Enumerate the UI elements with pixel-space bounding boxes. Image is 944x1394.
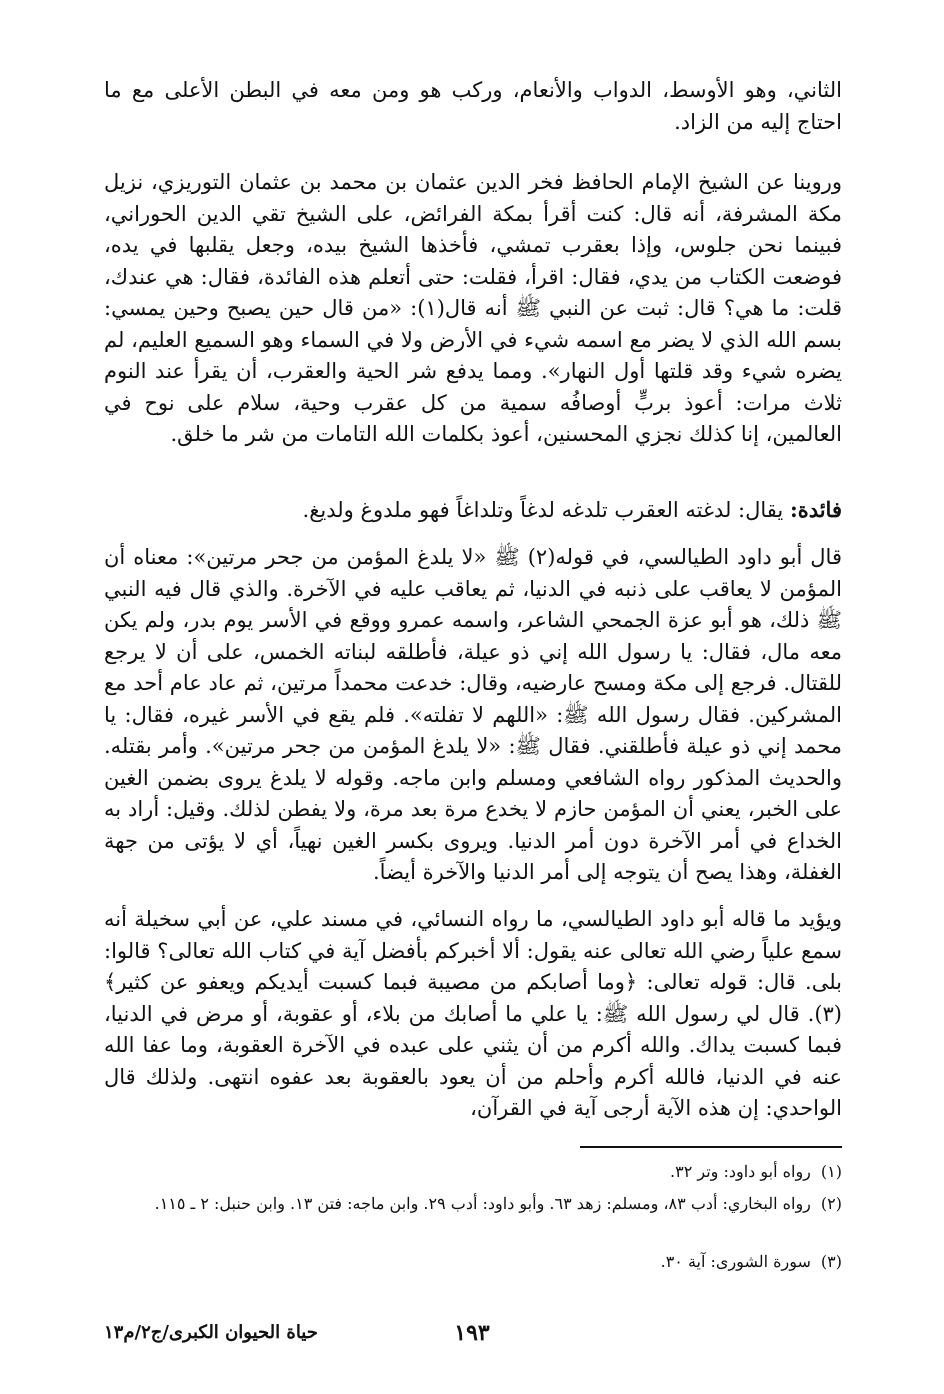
paragraph-5-text: ويؤيد ما قاله أبو داود الطيالسي، ما رواه النسائي، في مسند علي، عن أبي سخيلة أنه سمع علياً رضي الله تعالى عنه يقول: ألا أخبركم بأفضل آية في كتاب الله تعالى؟ قالوا: بلى. قال: قوله تعالى: ﴿وما أصابكم من مصيبة فبما كسبت أيديكم ويعفو عن كثير﴾(٣). قال لي رسول الله ﷺ: يا علي ما أصابك من بلاء، أو عقوبة، أو مرض في الدنيا، فبما كسبت يداك. والله أكرم من أن يثني على عبده في الآخرة العقوبة، وما عفا الله عنه في الدنيا، فالله أكرم وأحلم من أن يعود بالعقوبة بعد عفوه انتهى. ولذلك قال الواحدي: إن هذه الآية أرجى آية في القرآن، [104, 907, 842, 1120]
paragraph-1 [104, 74, 842, 138]
paragraph-2 [104, 166, 842, 451]
footnote-3 [104, 1248, 842, 1275]
paragraph-2-text: وروينا عن الشيخ الإمام الحافظ فخر الدين عثمان بن محمد بن عثمان التوريزي، نزيل مكة المشرفة، أنه قال: كنت أقرأ بمكة الفرائض، على الشيخ تقي الدين الحوراني، فبينما نحن جلوس، وإذا بعقرب تمشي، فأخذها الشيخ بيده، وجعل يقلبها في يده، فوضعت الكتاب من يدي، فقال: اقرأ، فقلت: حتى أتعلم هذه الفائدة، فقال: هي عندك، قلت: ما هي؟ قال: ثبت عن النبي ﷺ أنه قال(١): «من قال حين يصبح وحين يمسي: بسم الله الذي لا يضر مع اسمه شيء في الأرض ولا في السماء وهو السميع العليم، لم يضره شيء وقد قلتها أول النهار». ومما يدفع شر الحية والعقرب، أن يقرأ عند النوم ثلاث مرات: أعوذ بربٍّ أوصافُه سمية من كل عقرب وحية، سلام على نوح في العالمين، إنا كذلك نجزي المحسنين، أعوذ بكلمات الله التامات من شر ما خلق. [104, 170, 843, 446]
paragraph-3-text: يقال: لدغته العقرب تلدغه لدغاً وتلداغاً فهو ملدوغ ولديغ. [302, 498, 790, 522]
footnote-1-number: (١) [820, 1162, 842, 1181]
footnote-1-text: رواه أبو داود: وتر ٣٢. [670, 1162, 811, 1181]
footnote-2 [104, 1190, 842, 1217]
page-number: ١٩٣ [454, 1320, 490, 1346]
paragraph-3 [104, 494, 842, 527]
footnote-2-number: (٢) [820, 1194, 842, 1213]
paragraph-5 [104, 903, 842, 1125]
footnote-3-number: (٣) [820, 1252, 842, 1271]
running-title: حياة الحيوان الكبرى/ج٢/م١٣ [104, 1322, 318, 1343]
footnote-1 [104, 1158, 842, 1185]
footnote-3-text: سورة الشورى: آية ٣٠. [660, 1252, 811, 1271]
paragraph-4-text: قال أبو داود الطيالسي، في قوله(٢) ﷺ «لا يلدغ المؤمن من جحر مرتين»: معناه أن المؤمن لا يعاقب على ذنبه في الدنيا، ثم يعاقب عليه في الآخرة. والذي قال فيه النبي ﷺ ذلك، هو أبو عزة الجمحي الشاعر، واسمه عمرو ووقع في الأسر يوم بدر، ولم يكن معه مال، فقال: يا رسول الله إني ذو عيلة، فأطلقه لبناته الخمس، على أن لا يرجع للقتال. فرجع إلى مكة ومسح عارضيه، وقال: خدعت محمداً مرتين، ثم عاد عام أحد مع المشركين. فقال رسول الله ﷺ: «اللهم لا تفلته». فلم يقع في الأسر غيره، فقال: يا محمد إني ذو عيلة فأطلقني. فقال ﷺ: «لا يلدغ المؤمن من جحر مرتين». وأمر بقتله. والحديث المذكور رواه الشافعي ومسلم وابن ماجه. وقوله لا يلدغ يروى بضمن الغين على الخبر، يعني أن المؤمن حازم لا يخدع مرة بعد مرة، ولا يفطن لذلك. وقيل: أراد به الخداع في أمر الآخرة دون أمر الدنيا. ويروى بكسر الغين نهياً، أي لا يؤتى من جهة الغفلة، وهذا يصح أن يتوجه إلى أمر الدنيا والآخرة أيضاً. [104, 545, 842, 884]
paragraph-1-text: الثاني، وهو الأوسط، الدواب والأنعام، وركب هو ومن معه في البطن الأعلى مع ما احتاج إليه من الزاد. [104, 78, 842, 134]
paragraph-4 [104, 541, 842, 889]
footnote-divider [580, 1146, 842, 1148]
footnote-2-text: رواه البخاري: أدب ٨٣، ومسلم: زهد ٦٣. وأبو داود: أدب ٢٩. وابن ماجه: فتن ١٣. وابن حنبل: ٢ ـ ١١٥. [154, 1194, 811, 1213]
paragraph-3-lead: فائدة: [789, 497, 842, 522]
